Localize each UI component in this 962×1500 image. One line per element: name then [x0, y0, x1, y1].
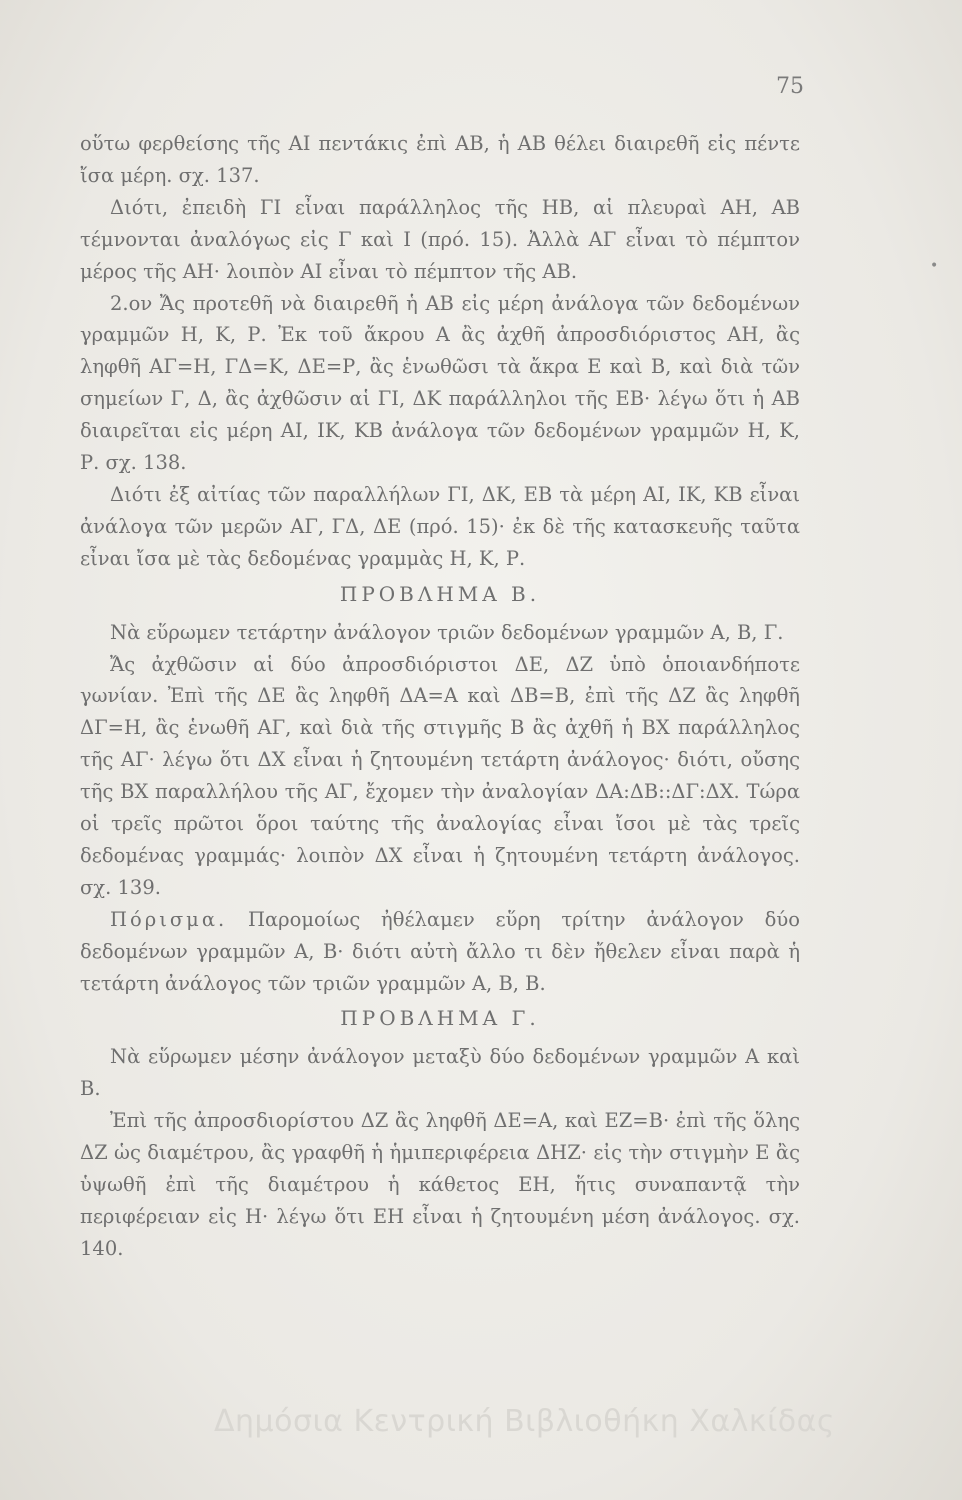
- paragraph: Διότι ἐξ αἰτίας τῶν παραλλήλων ΓΙ, ΔΚ, ΕΒ τὰ μέρη ΑΙ, ΙΚ, ΚΒ εἶναι ἀνάλογα τῶν μερῶν ΑΓ, ΓΔ, ΔΕ (πρό. 15)· ἐκ δὲ τῆς κατασκευῆς ταῦτα εἶναι ἴσα μὲ τὰς δεδομένας γραμμὰς Η, Κ, Ρ.: [80, 482, 800, 570]
- problem-heading: ΠΡΟΒΛΗΜΑ Β.: [339, 581, 541, 606]
- paragraph: Ἄς ἀχθῶσιν αἱ δύο ἀπροσδιόριστοι ΔΕ, ΔΖ ὑπὸ ὁποιανδήποτε γωνίαν. Ἐπὶ τῆς ΔΕ ἂς ληφθῆ ΔΑ=Α καὶ ΔΒ=Β, ἐπὶ τῆς ΔΖ ἂς ληφθῆ ΔΓ=Η, ἂς ἑνωθῆ ΑΓ, καὶ διὰ τῆς στιγμῆς Β ἂς ἀχθῆ ἡ ΒΧ παράλληλος τῆς ΑΓ· λέγω ὅτι ΔΧ εἶναι ἡ ζητουμένη τετάρτη ἀνάλογος· διότι, οὔσης τῆς ΒΧ παραλλήλου τῆς ΑΓ, ἔχομεν τὴν ἀναλογίαν ΔΑ:ΔΒ::ΔΓ:ΔΧ. Τώρα οἱ τρεῖς πρῶτοι ὅροι ταύτης τῆς ἀναλογίας εἶναι ἴσοι μὲ τὰς τρεῖς δεδομένας γραμμάς· λοιπὸν ΔΧ εἶναι ἡ ζητουμένη τετάρτη ἀνάλογος. σχ. 139.: [80, 652, 800, 899]
- paragraph: Νὰ εὕρωμεν τετάρτην ἀνάλογον τριῶν δεδομένων γραμμῶν Α, Β, Γ.: [110, 620, 784, 644]
- library-watermark: Δημόσια Κεντρική Βιβλιοθήκη Χαλκίδας: [214, 1404, 835, 1439]
- corollary-text: Παρομοίως ἠθέλαμεν εὕρη τρίτην ἀνάλογον δύο δεδομένων γραμμῶν Α, Β· διότι αὐτὴ ἄλλο τι δὲν ἤθελεν εἶναι παρὰ ἡ τετάρτη ἀνάλογος τῶν τριῶν γραμμῶν Α, Β, Β.: [80, 907, 800, 995]
- paragraph: οὕτω φερθείσης τῆς ΑΙ πεντάκις ἐπὶ ΑΒ, ἡ ΑΒ θέλει διαιρεθῆ εἰς πέντε ἴσα μέρη. σχ. 137.: [80, 132, 800, 187]
- corollary-paragraph: [80, 904, 800, 1000]
- body-text: [80, 128, 800, 1265]
- paragraph: 2.ον Ἄς προτεθῆ νὰ διαιρεθῆ ἡ ΑΒ εἰς μέρη ἀνάλογα τῶν δεδομένων γραμμῶν Η, Κ, Ρ. Ἐκ τοῦ ἄκρου Α ἂς ἀχθῆ ἀπροσδιόριστος ΑΗ, ἂς ληφθῆ ΑΓ=Η, ΓΔ=Κ, ΔΕ=Ρ, ἂς ἑνωθῶσι τὰ ἄκρα Ε καὶ Β, καὶ διὰ τῶν σημείων Γ, Δ, ἂς ἀχθῶσιν αἱ ΓΙ, ΔΚ παράλληλοι τῆς ΕΒ· λέγω ὅτι ἡ ΑΒ διαιρεῖται εἰς μέρη ΑΙ, ΙΚ, ΚΒ ἀνάλογα τῶν δεδομένων γραμμῶν Η, Κ, Ρ. σχ. 138.: [80, 291, 800, 475]
- paragraph: Νὰ εὕρωμεν μέσην ἀνάλογον μεταξὺ δύο δεδομένων γραμμῶν Α καὶ Β.: [80, 1045, 800, 1101]
- paragraph: Ἐπὶ τῆς ἀπροσδιορίστου ΔΖ ἂς ληφθῆ ΔΕ=Α, καὶ ΕΖ=Β· ἐπὶ τῆς ὅλης ΔΖ ὡς διαμέτρου, ἂς γραφθῆ ἡ ἡμιπεριφέρεια ΔΗΖ· εἰς τὴν στιγμὴν Ε ἂς ὑψωθῆ ἐπὶ τῆς διαμέτρου ἡ κάθετος ΕΗ, ἥτις συναπαντᾷ τὴν περιφέρειαν εἰς Η· λέγω ὅτι ΕΗ εἶναι ἡ ζητουμένη μέση ἀνάλογος. σχ. 140.: [80, 1109, 800, 1260]
- problem-heading: ΠΡΟΒΛΗΜΑ Γ.: [340, 1006, 540, 1031]
- corollary-label: Πόρισμα.: [110, 907, 228, 931]
- page-number: 75: [776, 74, 804, 99]
- paragraph: Διότι, ἐπειδὴ ΓΙ εἶναι παράλληλος τῆς ΗΒ, αἱ πλευραὶ ΑΗ, ΑΒ τέμνονται ἀναλόγως εἰς Γ καὶ Ι (πρό. 15). Ἀλλὰ ΑΓ εἶναι τὸ πέμπτον μέρος τῆς ΑΗ· λοιπὸν ΑΙ εἶναι τὸ πέμπτον τῆς ΑΒ.: [80, 195, 800, 283]
- margin-mark: •: [930, 258, 939, 274]
